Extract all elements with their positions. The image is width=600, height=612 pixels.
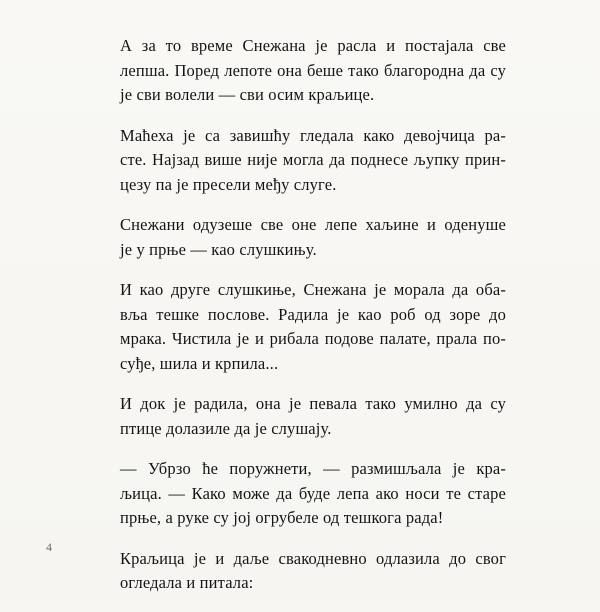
text-line: лепша. Поред лепоте она беше тако благородна да су xyxy=(120,60,506,80)
text-line: огледала и питала: xyxy=(120,573,254,592)
paragraph-6 xyxy=(96,457,506,531)
paragraph-7 xyxy=(96,547,506,596)
text-line: Снежани одузеше све оне лепе хаљине и оденуше xyxy=(120,215,506,234)
text-line: је сви волели — сви осим краљице. xyxy=(120,85,375,104)
body-text xyxy=(96,34,506,612)
text-line: прње, а руке су јој огрубеле од тешкога рада! xyxy=(120,508,444,527)
paragraph-4 xyxy=(96,278,506,376)
text-line: Краљица је и даље свакодневно одлазила до свог xyxy=(120,548,506,568)
text-line: птице долазиле да је слушају. xyxy=(120,418,332,438)
paragraph-5 xyxy=(96,392,506,441)
text-line: И као друге слушкиње, Снежана је морала да оба- xyxy=(120,280,506,299)
text-line: Маћеха је са завишћу гледала како девојчица ра- xyxy=(120,125,506,145)
paragraph-1 xyxy=(96,34,506,108)
text-line: А за то време Снежана је расла и постајала све xyxy=(120,36,506,55)
text-line: — Убрзо ће поружнети, — размишљала је кра- xyxy=(120,459,506,478)
text-line: вља тешке послове. Радила је као роб од зоре до xyxy=(120,304,506,324)
paragraph-3 xyxy=(96,213,506,262)
text-line: сте. Најзад више није могла да поднесе љупку прин- xyxy=(120,150,506,169)
paragraph-2 xyxy=(96,124,506,198)
text-line: је у прње — као слушкињу. xyxy=(120,239,317,259)
text-line: суђе, шила и крпила... xyxy=(120,353,279,373)
text-line: љица. — Како може да буде лепа ако носи те старе xyxy=(120,483,506,503)
text-line: цезу па је пресели међу слуге. xyxy=(120,174,337,194)
text-line: И док је радила, она је певала тако умилно да су xyxy=(120,394,506,413)
page-number: 4 xyxy=(46,540,52,554)
text-line: мрака. Чистила је и рибала подове палате, прала по- xyxy=(120,329,506,348)
